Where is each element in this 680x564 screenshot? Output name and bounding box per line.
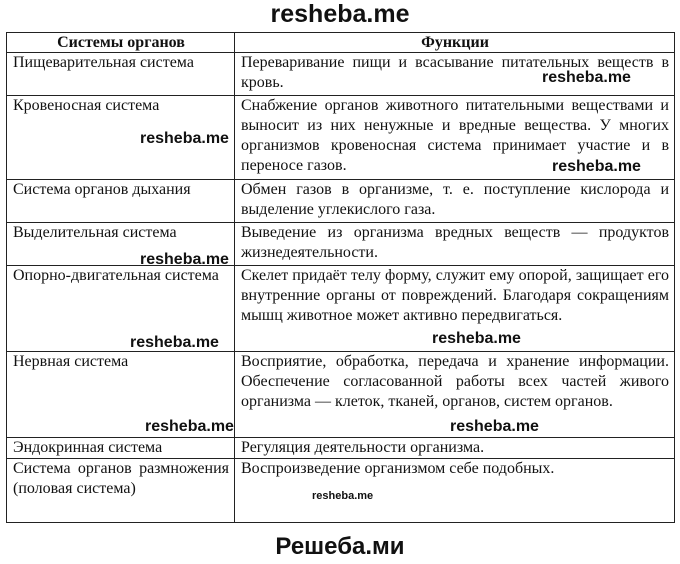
watermark: resheba.me <box>432 330 521 347</box>
function-cell: Снабжение органов животного питательными веществами и выносит из них ненужные и вредные вещества. У многих организмов кровеносная система принимает участие и в переносе газов. <box>235 96 675 180</box>
table-header-row <box>7 33 675 53</box>
watermark: resheba.me <box>312 490 374 502</box>
organ-systems-table <box>6 32 675 523</box>
system-cell: Эндокринная система <box>7 438 235 459</box>
site-header: resheba.me <box>270 0 410 28</box>
function-cell: Восприятие, обработка, передача и хранение информации. Обеспечение согласованной работы всех частей живого организма — клеток, тканей, органов, систем органов. <box>235 352 675 438</box>
table-row <box>7 180 675 223</box>
function-cell: Регуляция деятельности организма. <box>235 438 675 459</box>
system-cell: Система органов дыхания <box>7 180 235 223</box>
watermark: resheba.me <box>140 251 229 268</box>
function-cell: Скелет придаёт телу форму, служит ему опорой, защищает его внутренние органы от повреждений. Благодаря сокращениям мышц животное может активно передвигаться. <box>235 266 675 352</box>
system-cell: Выделительная система <box>7 223 235 266</box>
watermark: resheba.me <box>450 418 539 435</box>
system-cell: Кровеносная система <box>7 96 235 180</box>
watermark: resheba.me <box>552 158 641 175</box>
table-row <box>7 266 675 352</box>
function-cell: Переваривание пищи и всасывание питательных веществ в кровь. <box>235 53 675 96</box>
function-cell: Воспроизведение организмом себе подобных. <box>235 459 675 523</box>
site-footer: Решеба.ми <box>275 533 405 560</box>
system-cell: Пищеварительная система <box>7 53 235 96</box>
column-header-functions: Функции <box>235 33 675 53</box>
system-cell: Нервная система <box>7 352 235 438</box>
watermark: resheba.me <box>130 334 219 351</box>
function-cell: Выведение из организма вредных веществ — продуктов жизнедеятельности. <box>235 223 675 266</box>
watermark: resheba.me <box>145 418 234 435</box>
system-cell: Система органов размножения (половая система) <box>7 459 235 523</box>
system-cell: Опорно-двигательная система <box>7 266 235 352</box>
watermark: resheba.me <box>140 130 229 147</box>
table-row <box>7 352 675 438</box>
table-row <box>7 438 675 459</box>
column-header-systems: Системы органов <box>7 33 235 53</box>
watermark: resheba.me <box>542 69 631 86</box>
table-row <box>7 223 675 266</box>
function-cell: Обмен газов в организме, т. е. поступление кислорода и выделение углекислого газа. <box>235 180 675 223</box>
